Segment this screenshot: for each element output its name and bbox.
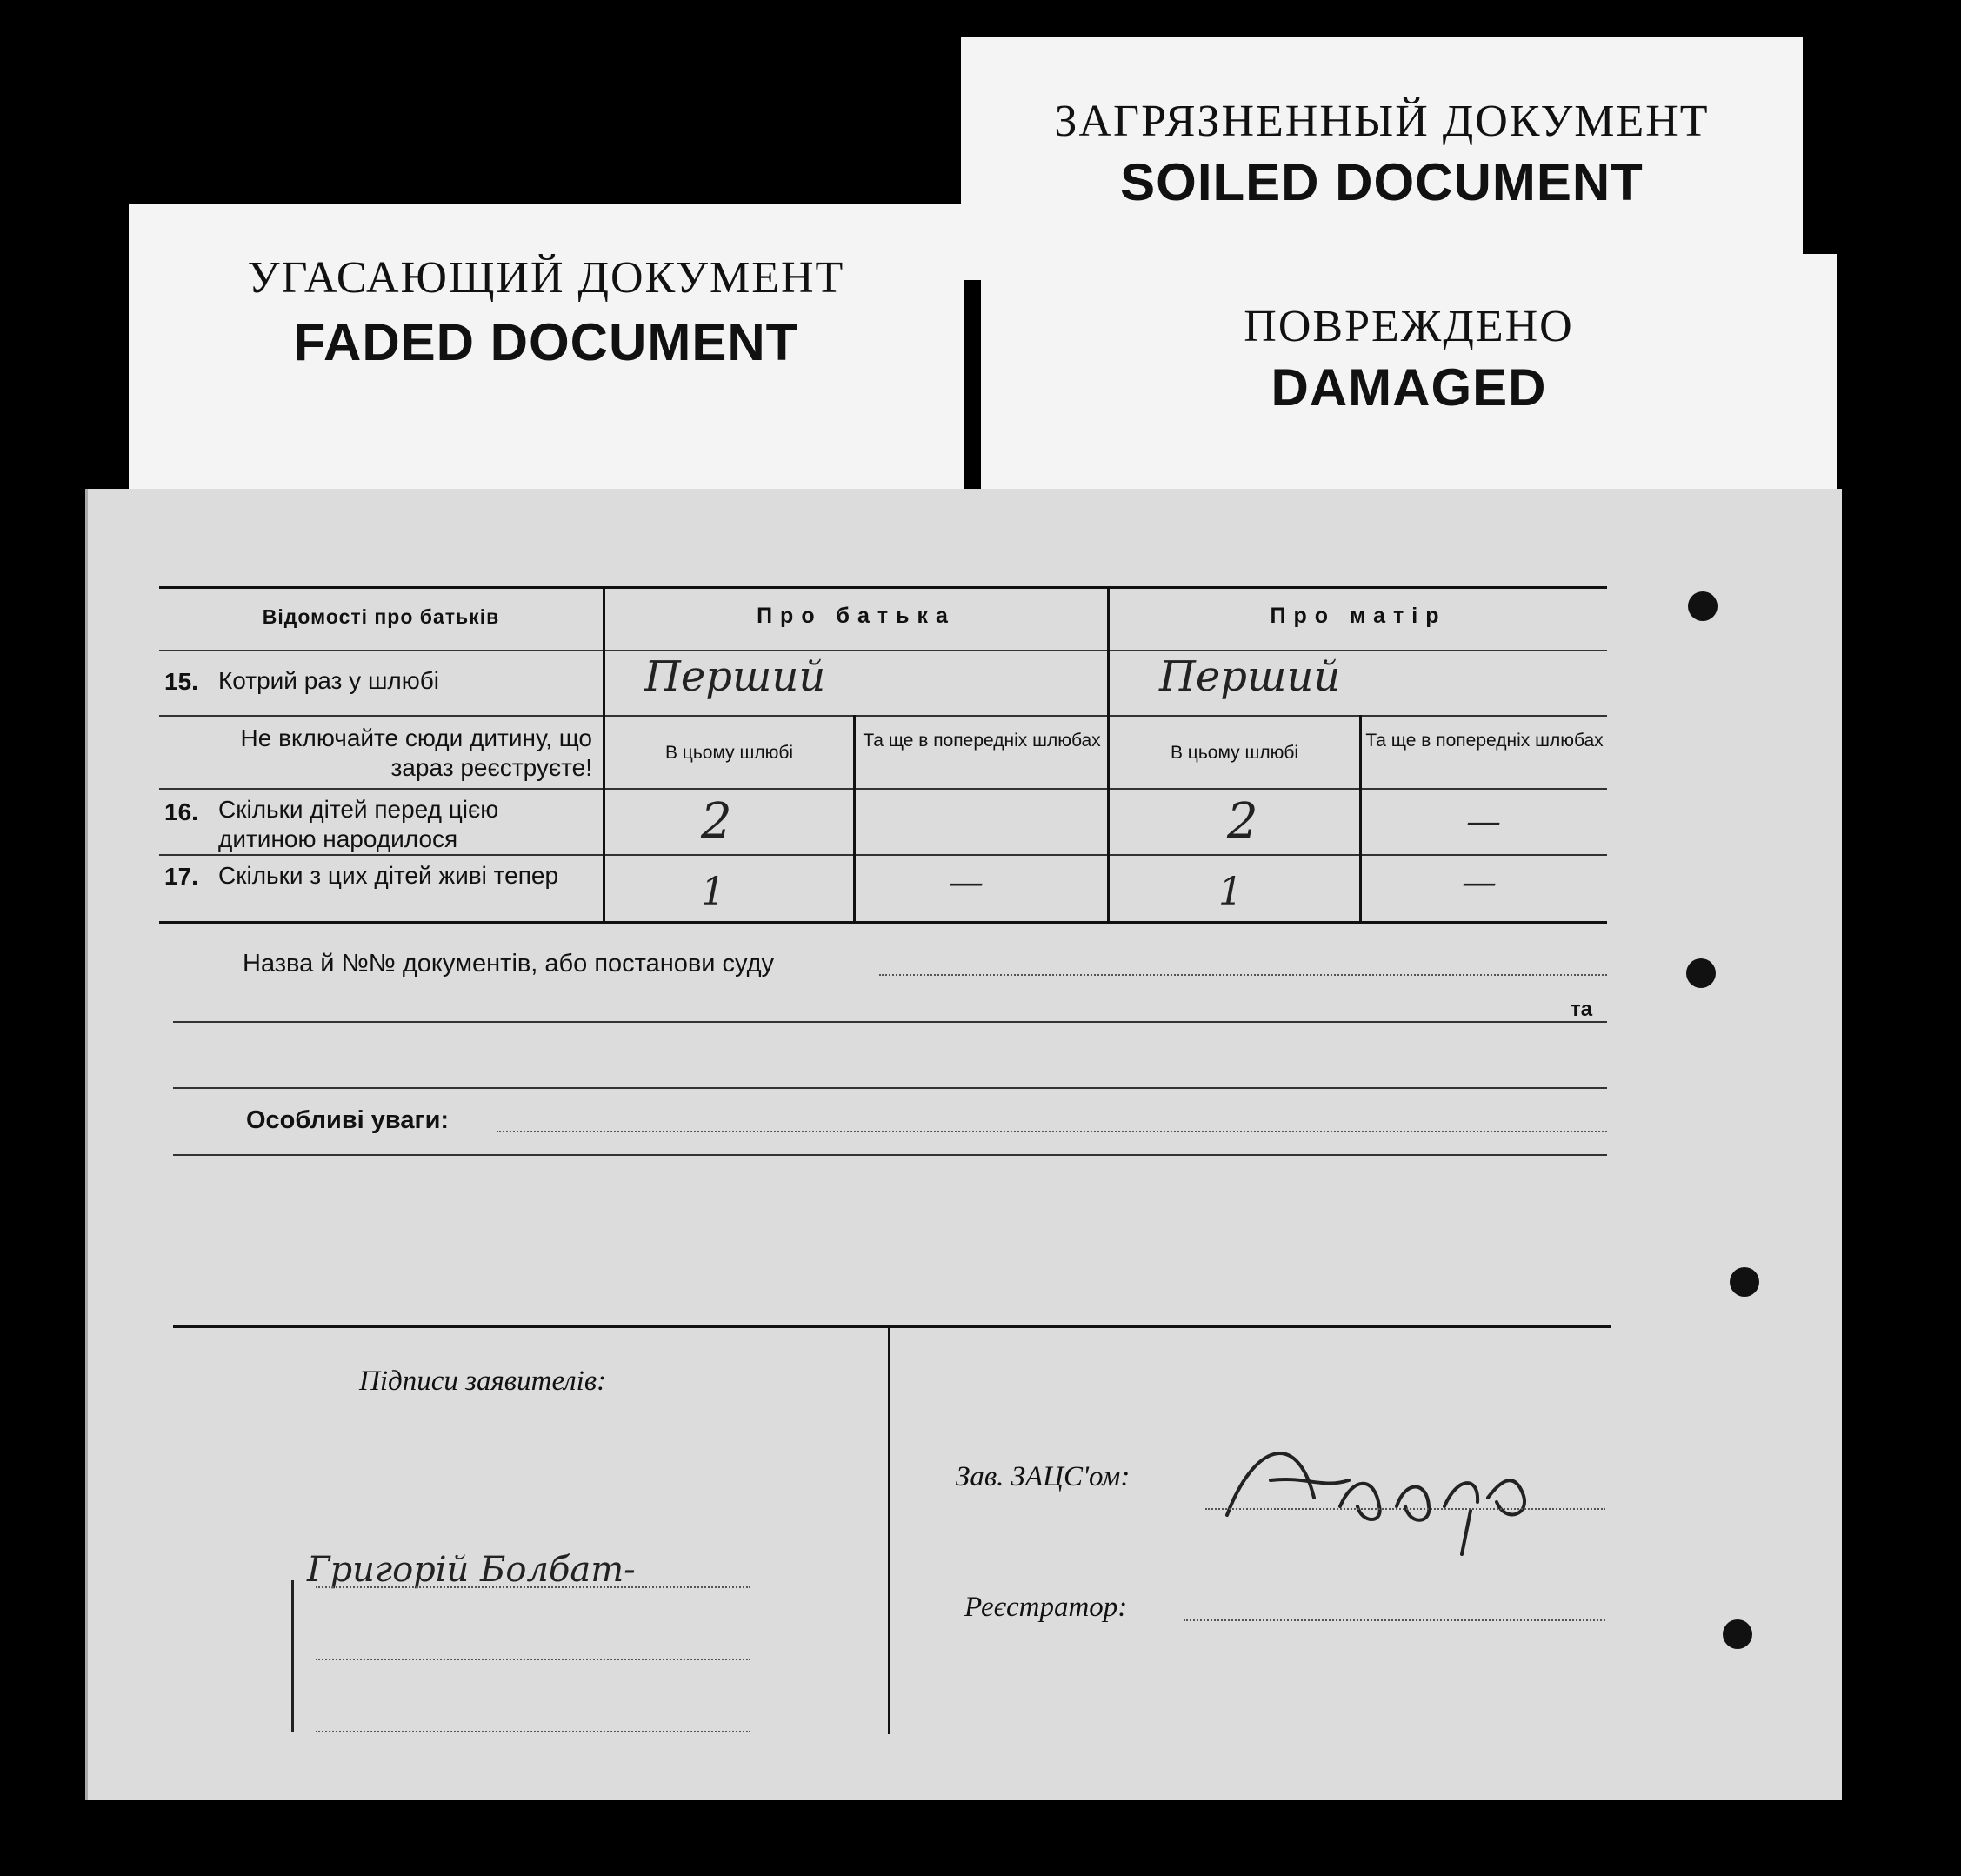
mother-this-marriage-header: В цьому шлюбі <box>1170 743 1299 763</box>
applicant-line-1 <box>316 1586 750 1588</box>
binder-hole-4 <box>1723 1619 1752 1649</box>
row16-number: 16. <box>164 798 198 825</box>
binder-hole-1 <box>1688 591 1718 621</box>
special-notes-label: Особливі уваги: <box>246 1106 450 1134</box>
mother-previous-marriages-header: Та ще в попередніх шлюбах <box>1365 731 1604 751</box>
damaged-document-notice <box>981 254 1837 515</box>
header-father: Про батька <box>757 604 956 628</box>
special-notes-line-2 <box>173 1154 1607 1156</box>
row15-label: Котрий раз у шлюбі <box>218 667 440 694</box>
faded-document-notice <box>129 204 964 535</box>
margin-fragment: та <box>1571 998 1593 1021</box>
row17-mother-this: 1 <box>1218 870 1243 914</box>
row17-label: Скільки з цих дітей живі тепер <box>218 862 559 889</box>
documents-line-1 <box>879 974 1607 976</box>
row15-number: 15. <box>164 668 198 695</box>
soiled-notice-ru: ЗАГРЯЗНЕННЫЙ ДОКУМЕНТ <box>1054 97 1710 146</box>
damaged-notice-en: DAMAGED <box>1271 358 1547 417</box>
special-notes-line-1 <box>497 1131 1607 1132</box>
applicant-line-3 <box>316 1731 750 1732</box>
head-signature-icon <box>1201 1393 1566 1567</box>
row15-father-value: Перший <box>644 652 826 701</box>
signatures-divider <box>888 1325 890 1734</box>
note-label: Не включайте сюди дитину, що зараз реєструєте! <box>240 724 592 781</box>
table-top-rule <box>159 586 1607 589</box>
documents-label: Назва й №№ документів, або постанови суду <box>243 950 775 978</box>
table-bottom-rule <box>159 921 1607 924</box>
applicant-bracket <box>291 1580 294 1732</box>
signatures-top-rule <box>173 1325 1611 1328</box>
applicants-signatures-label: Підписи заявителів: <box>359 1365 607 1397</box>
soiled-notice-en: SOILED DOCUMENT <box>1120 153 1644 211</box>
father-this-marriage-header: В цьому шлюбі <box>664 743 794 763</box>
applicant-line-2 <box>316 1659 750 1660</box>
binder-hole-2 <box>1686 958 1716 988</box>
table-header-rule <box>159 650 1607 651</box>
note-rule <box>159 788 1607 790</box>
faded-notice-en: FADED DOCUMENT <box>293 313 799 371</box>
row17-mother-prev: — <box>1462 863 1497 903</box>
header-parents-info: Відомості про батьків <box>262 605 500 628</box>
row17-father-prev: — <box>949 863 984 903</box>
head-of-registry-label: Зав. ЗАЦС'ом: <box>956 1461 1131 1492</box>
row16-rule <box>159 854 1607 856</box>
row15-rule <box>159 715 1607 717</box>
damaged-notice-ru: ПОВРЕЖДЕНО <box>1244 302 1574 351</box>
applicant-signature: Григорій Болбат- <box>307 1550 636 1590</box>
row17-father-this: 1 <box>701 870 725 914</box>
row16-mother-prev: — <box>1466 802 1501 842</box>
documents-line-3 <box>173 1087 1607 1089</box>
row16-label: Скільки дітей перед цією дитиною народилося <box>218 796 499 852</box>
row17-number: 17. <box>164 863 198 890</box>
documents-line-2 <box>173 1021 1607 1023</box>
faded-notice-ru: УГАСАЮЩИЙ ДОКУМЕНТ <box>247 253 845 303</box>
record-sheet <box>85 489 1842 1800</box>
soiled-document-notice <box>961 37 1803 280</box>
registrar-label: Реєстратор: <box>964 1592 1128 1623</box>
head-signature-line <box>1205 1508 1605 1510</box>
registrar-line <box>1184 1619 1605 1621</box>
binder-hole-3 <box>1730 1267 1759 1297</box>
row15-mother-value: Перший <box>1159 652 1341 701</box>
row16-father-this: 2 <box>701 793 732 850</box>
father-previous-marriages-header: Та ще в попередніх шлюбах <box>863 731 1101 751</box>
row16-mother-this: 2 <box>1227 793 1258 850</box>
header-mother: Про матір <box>1270 604 1447 628</box>
